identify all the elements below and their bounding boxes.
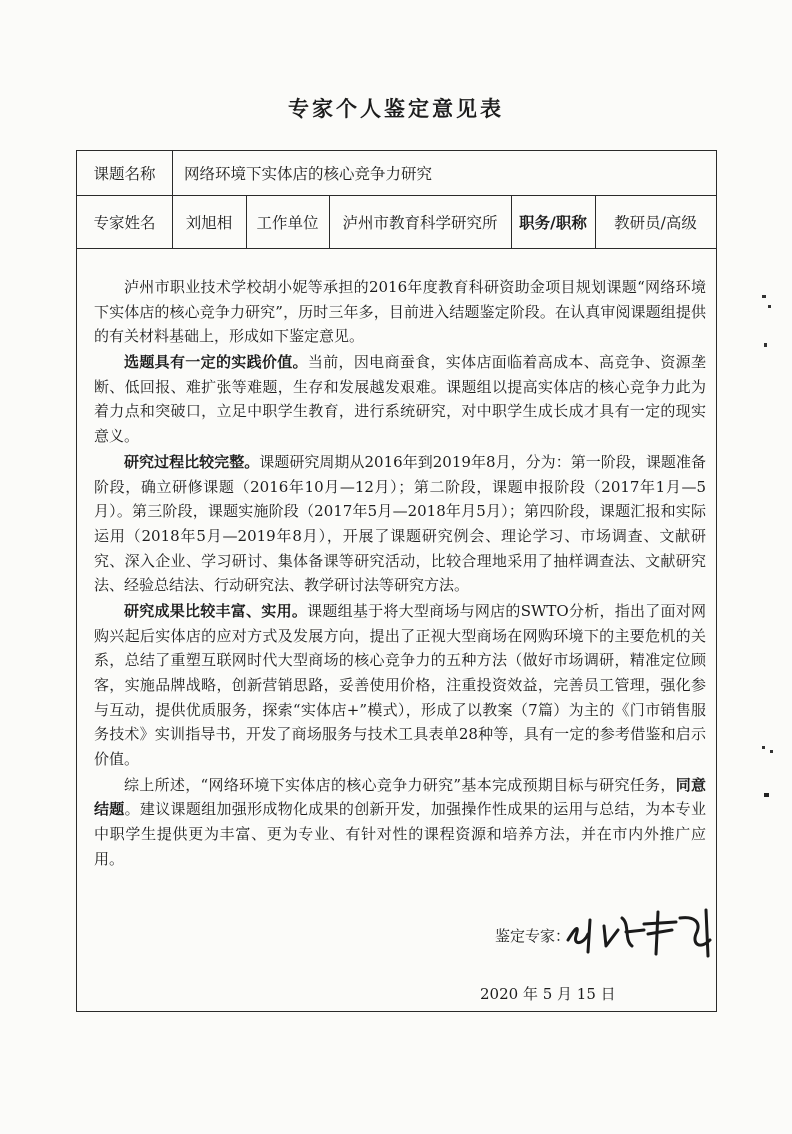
position-label: 职务/职称 bbox=[519, 212, 587, 232]
opinion-paragraph bbox=[94, 773, 706, 871]
signature-label: 鉴定专家： bbox=[495, 927, 571, 945]
work-unit-value: 泸州市教育科学研究所 bbox=[342, 213, 498, 232]
conclusion-emphasis: 同意结题 bbox=[94, 775, 706, 819]
paragraph-text: 课题组基于将大型商场与网店的SWTO分析，指出了面对网购兴起后实体店的应对方式及发展方向，提出了正视大型商场在网购环境下的主要危机的关系，总结了重塑互联网时代大型商场的核心竞争力的五种方法（做好市场调研，精准定位顾客，实施品牌战略，创新营销思路，妥善使用价格，注重投资效益，完善员工管理，强化参与互动，提供优质服务，探索“实体店+”模式），形成了以教案（7篇）为主的《门市销售服务技术》实训指导书，开发了商场服务与技术工具表单28种等，具有一定的参考借鉴和启示价值。 bbox=[94, 602, 706, 768]
scan-speck bbox=[764, 793, 769, 797]
scan-speck bbox=[768, 305, 771, 308]
opinion-body bbox=[94, 275, 706, 873]
paragraph-text: 课题研究周期从2016年到2019年8月，分为：第一阶段，课题准备阶段，确立研修课题（2016年10月—12月）；第二阶段，课题申报阶段（2017年1月—5月）。第三阶段，课题实施阶段（2017年5月—2018年月5月）；第四阶段，课题汇报和实际运用（2018年5月—2019年8月），开展了课题研究例会、理论学习、市场调查、文献研究、深入企业、学习研讨、集体备课等研究活动，比较合理地采用了抽样调查法、文献研究法、经验总结法、行动研究法、教学研讨法等研究方法。 bbox=[94, 453, 706, 595]
scan-speck bbox=[762, 746, 765, 749]
page-title: 专家个人鉴定意见表 bbox=[288, 96, 504, 121]
opinion-paragraph bbox=[94, 350, 706, 448]
expert-name-label: 专家姓名 bbox=[93, 213, 156, 232]
paragraph-text: 当前，因电商蚕食，实体店面临着高成本、高竞争、资源垄断、低回报、难扩张等难题，生存和发展越发艰难。课题组以提高实体店的核心竞争力此为着力点和突破口，立足中职学生教育，进行系统研究，对中职学生成长成才具有一定的现实意义。 bbox=[94, 353, 706, 446]
scan-speck bbox=[770, 750, 773, 753]
topic-label: 课题名称 bbox=[93, 165, 156, 183]
paragraph-heading: 选题具有一定的实践价值。 bbox=[124, 353, 308, 372]
handwritten-signature bbox=[560, 900, 725, 958]
paragraph-heading: 研究过程比较完整。 bbox=[124, 453, 260, 472]
row-divider bbox=[77, 248, 716, 249]
opinion-paragraph bbox=[94, 275, 706, 349]
signature-date: 2020 年 5 月 15 日 bbox=[480, 985, 616, 1003]
work-unit-label: 工作单位 bbox=[256, 213, 319, 232]
opinion-paragraph bbox=[94, 599, 706, 771]
paragraph-text: 泸州市职业技术学校胡小妮等承担的2016年度教育科研资助金项目规划课题“网络环境下实体店的核心竞争力研究”，历时三年多，目前进入结题鉴定阶段。在认真审阅课题组提供的有关材料基础上，形成如下鉴定意见。 bbox=[94, 278, 706, 346]
opinion-paragraph bbox=[94, 450, 706, 598]
paragraph-text: 。建议课题组加强形成物化成果的创新开发，加强操作性成果的运用与总结，为本专业中职学生提供更为丰富、更为专业、有针对性的课程资源和培养方法，并在市内外推广应用。 bbox=[94, 800, 706, 868]
topic-value: 网络环境下实体店的核心竞争力研究 bbox=[184, 165, 433, 183]
position-value: 教研员/高级 bbox=[614, 213, 697, 232]
paragraph-text: 综上所述，“网络环境下实体店的核心竞争力研究”基本完成预期目标与研究任务， bbox=[124, 775, 676, 794]
paragraph-heading: 研究成果比较丰富、实用。 bbox=[124, 602, 308, 621]
scan-speck bbox=[764, 343, 767, 347]
expert-name-value: 刘旭相 bbox=[185, 213, 233, 232]
scan-speck bbox=[762, 295, 766, 298]
